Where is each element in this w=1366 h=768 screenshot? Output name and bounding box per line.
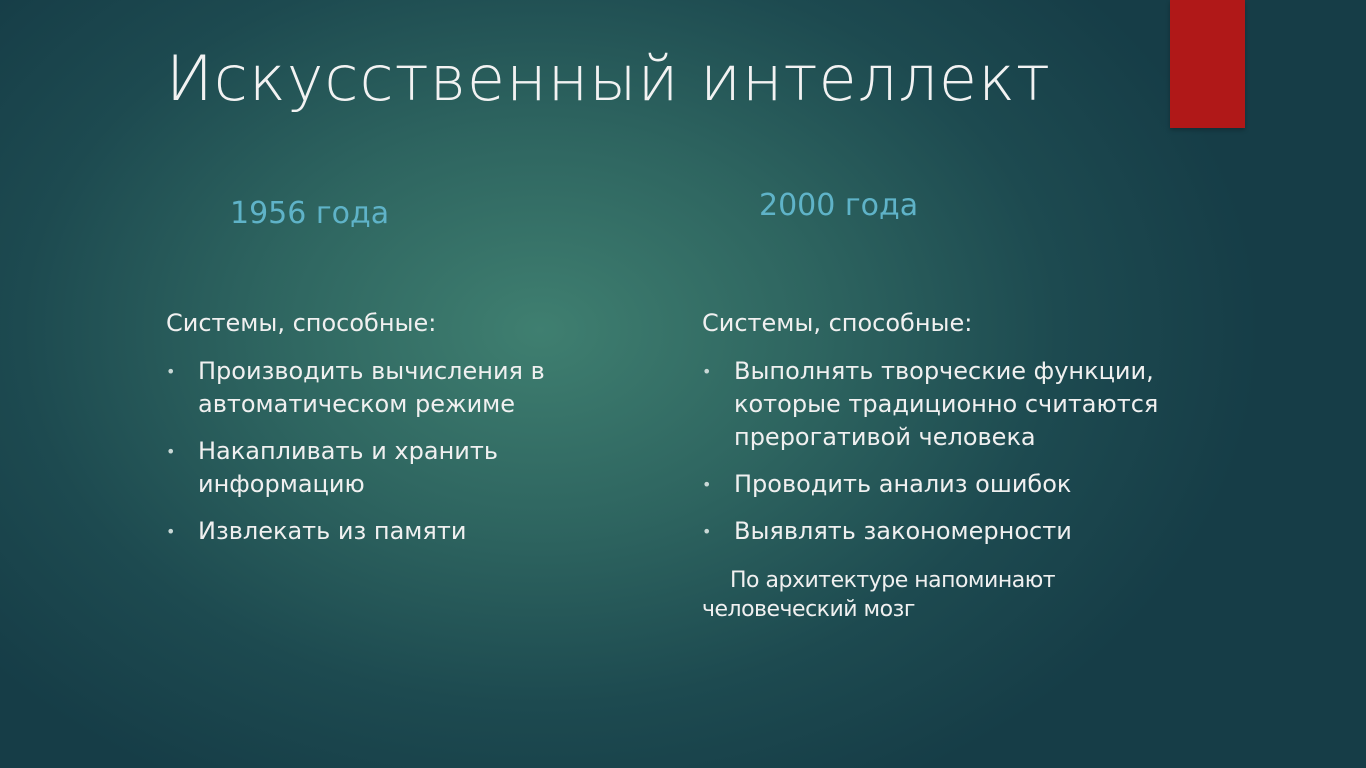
list-item-text: Выполнять творческие функции, которые традиционно считаются прерогативой человека xyxy=(734,357,1159,451)
list-item xyxy=(702,355,1222,454)
list-item-text: Накапливать и хранить информацию xyxy=(198,437,498,498)
left-column-year: 1956 года xyxy=(230,196,390,231)
list-item-text: Производить вычисления в автоматическом режиме xyxy=(198,357,545,418)
accent-bar xyxy=(1170,0,1245,128)
list-item xyxy=(166,515,566,548)
bullet-icon: • xyxy=(702,475,712,494)
right-bullet-list xyxy=(702,355,1222,562)
list-item xyxy=(702,515,1222,548)
list-item xyxy=(166,355,566,421)
bullet-icon: • xyxy=(166,442,176,461)
bullet-icon: • xyxy=(702,522,712,541)
left-bullet-list xyxy=(166,355,566,562)
right-column-intro: Системы, способные: xyxy=(702,309,973,337)
right-column-year: 2000 года xyxy=(759,188,919,223)
list-item-text: Выявлять закономерности xyxy=(734,517,1072,545)
slide-title: Искусственный интеллект xyxy=(166,42,1051,115)
architecture-note: По архитектуре напоминают человеческий мозг xyxy=(702,568,1056,622)
list-item-text: Извлекать из памяти xyxy=(198,517,467,545)
bullet-icon: • xyxy=(166,522,176,541)
list-item xyxy=(166,435,566,501)
list-item-text: Проводить анализ ошибок xyxy=(734,470,1072,498)
bullet-icon: • xyxy=(166,362,176,381)
list-item xyxy=(702,468,1222,501)
left-column-intro: Системы, способные: xyxy=(166,309,437,337)
bullet-icon: • xyxy=(702,362,712,381)
